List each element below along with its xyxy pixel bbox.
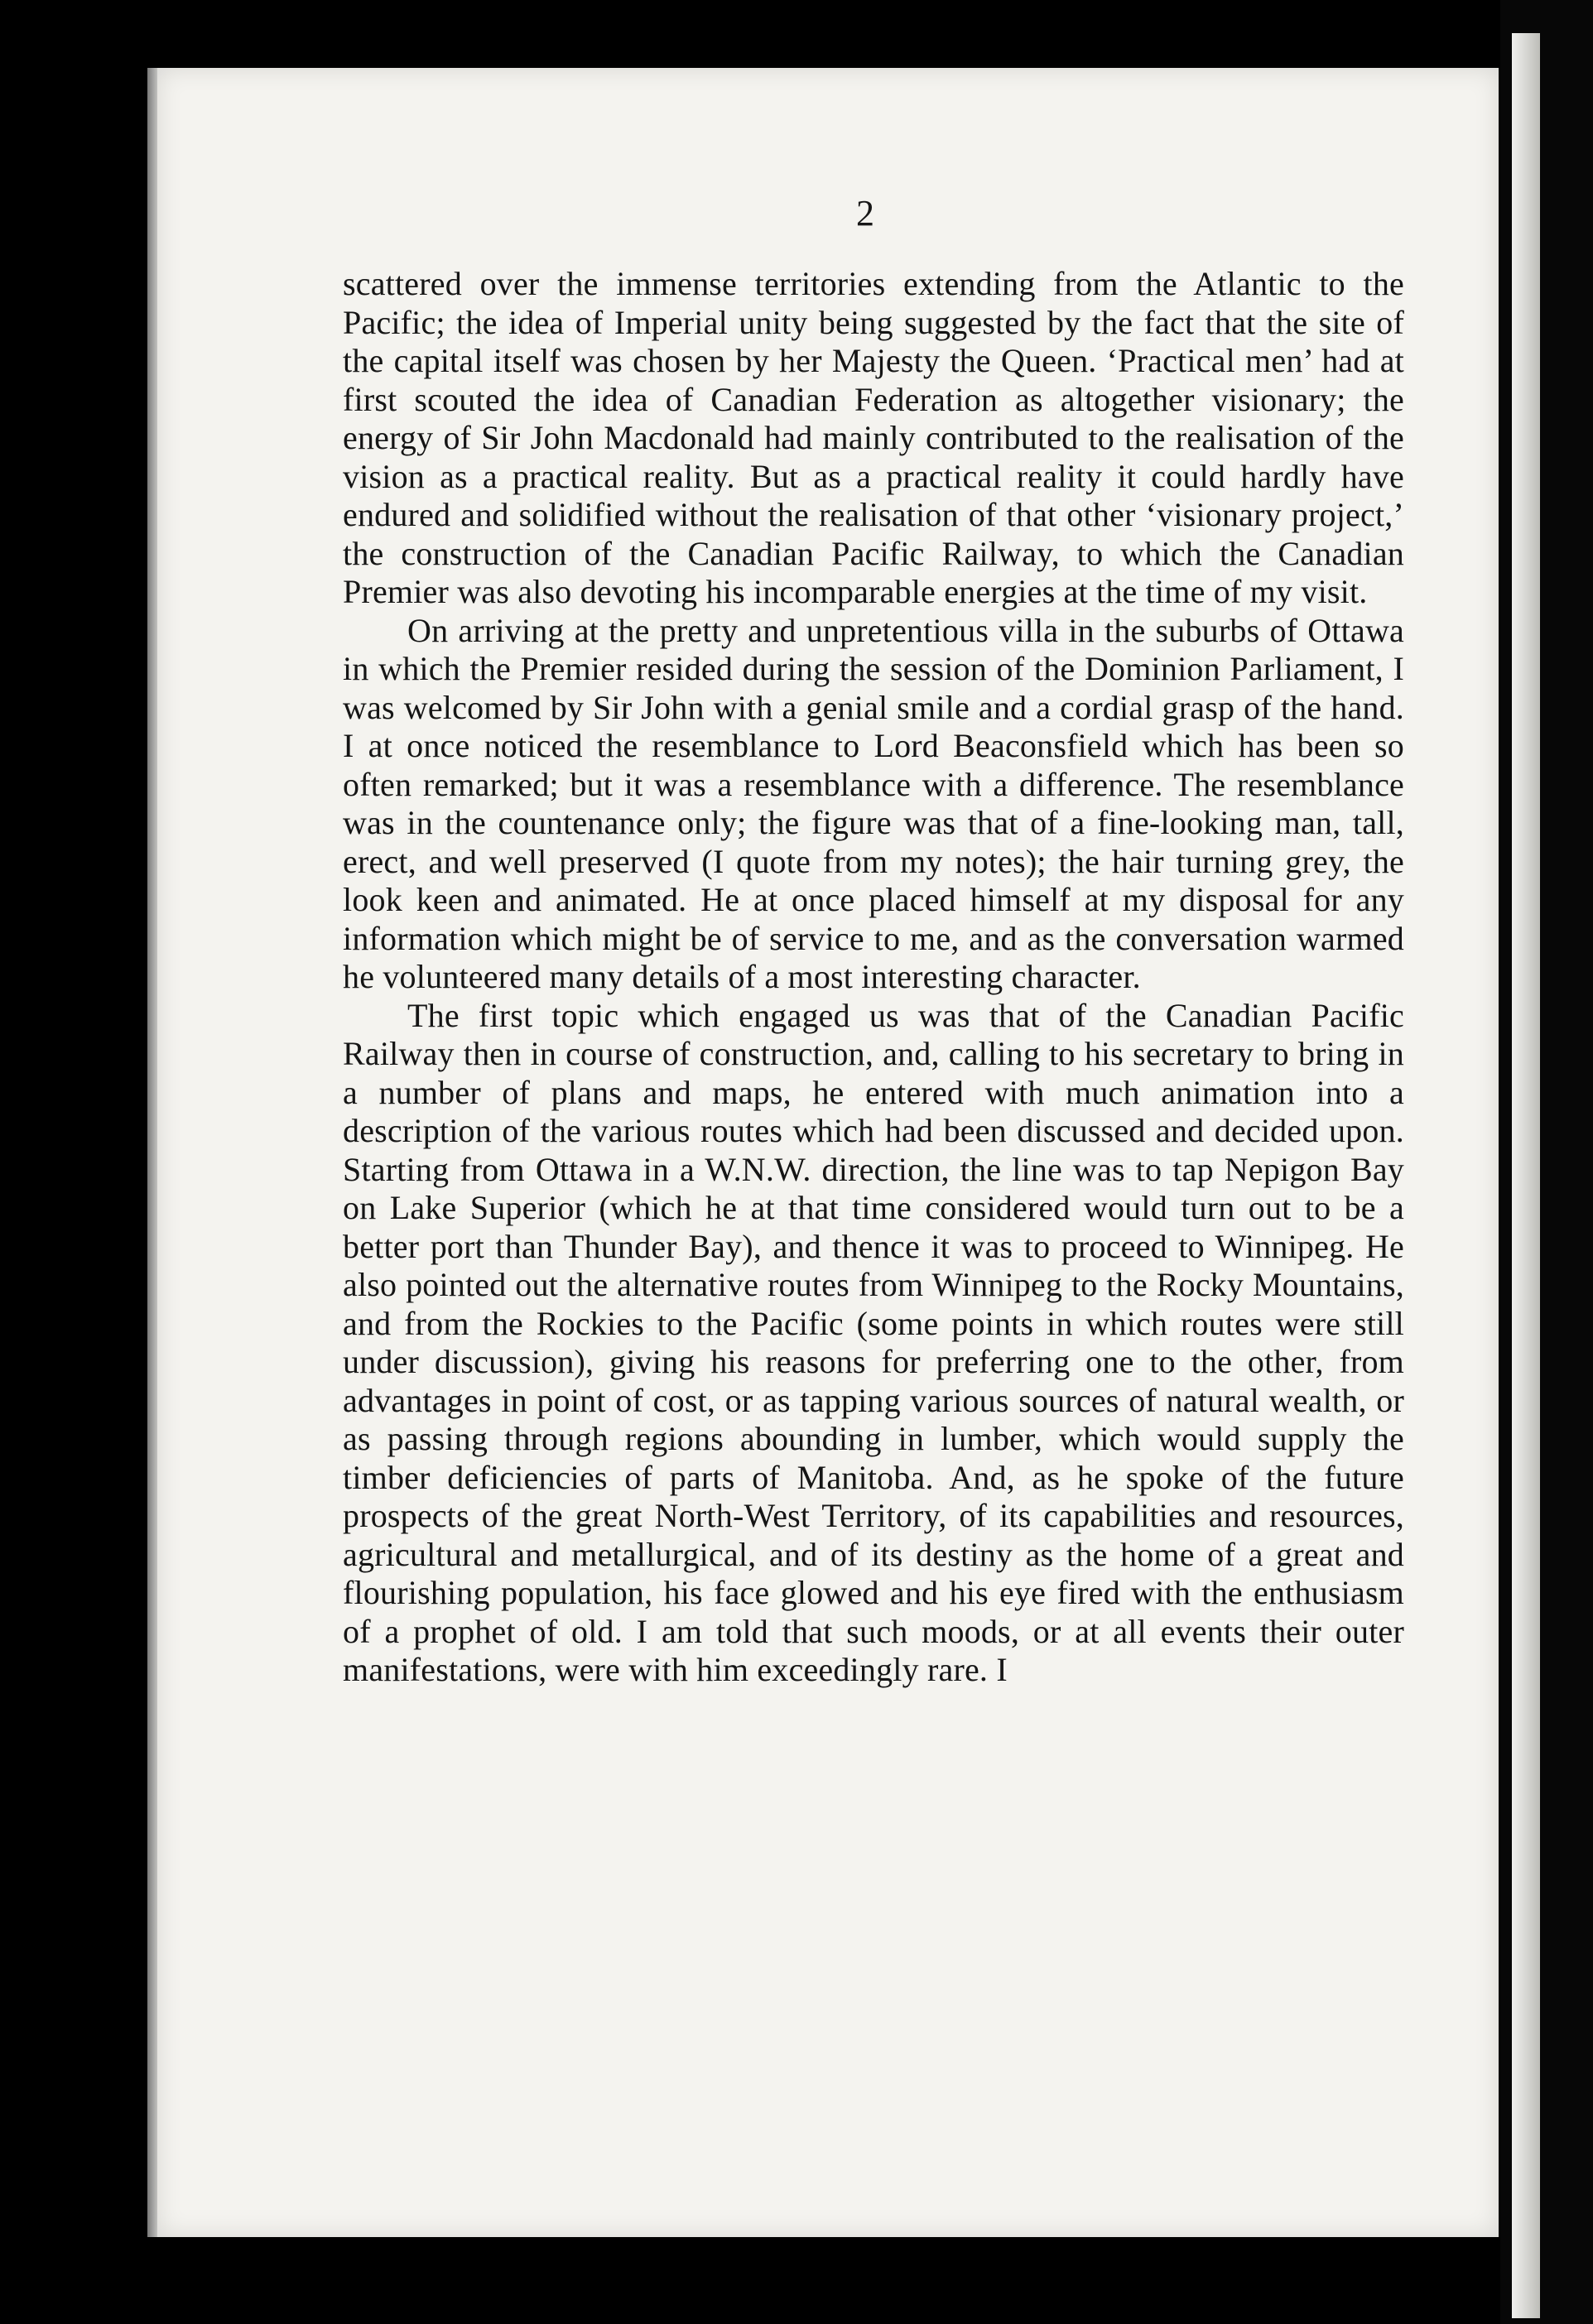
paragraph-3: The first topic which engaged us was that of the Canadian Pacific Railway then in course of construction, and, calling to his secretary to bring in a number of plans and maps, he entered with much animation into a description of the various routes which had been discussed and decided upon. Starting from Ottawa in a W.N.W. direction, the line was to tap Nepigon Bay on Lake Superior (which he at that time considered would turn out to be a better port than Thunder Bay), and thence it was to proceed to Winnipeg. He also pointed out the alternative routes from Winnipeg to the Rocky Mountains, and from the Rockies to the Pacific (some points in which routes were still under discussion), giving his reasons for preferring one to the other, from advantages in point of cost, or as tapping various sources of natural wealth, or as passing through regions abounding in lumber, which would supply the timber deficiencies of parts of Manitoba. And, as he spoke of the future prospects of the great North-West Territory, of its capabilities and resources, agricultural and metallurgical, and of its destiny as the home of a great and flourishing population, his face glowed and his eye fired with the enthusiasm of a prophet of old. I am told that such moods, or at all events their outer manifestations, were with him exceedingly rare. I (343, 996, 1404, 1688)
paragraph-1: scattered over the immense territories extending from the Atlantic to the Pacific; the idea of Imperial unity being suggested by the fact that the site of the capital itself was chosen by her Majesty the Queen. ‘Practical men’ had at first scouted the idea of Canadian Federation as altogether visionary; the energy of Sir John Macdonald had mainly contributed to the realisation of the vision as a practical reality. But as a practical reality it could hardly have endured and solidified without the realisation of that other ‘visionary project,’ the construction of the Canadian Pacific Railway, to which the Canadian Premier was also devoting his incomparable energies at the time of my visit. (343, 265, 1404, 610)
facing-page-edge (1512, 33, 1540, 2318)
page-number: 2 (856, 193, 874, 233)
body-text (343, 265, 1404, 1690)
paragraph-2: On arriving at the pretty and unpretentious villa in the suburbs of Ottawa in which the Premier resided during the session of the Dominion Parliament, I was welcomed by Sir John with a genial smile and a cordial grasp of the hand. I at once noticed the resemblance to Lord Beaconsfield which has been so often remarked; but it was a resemblance with a difference. The resemblance was in the countenance only; the figure was that of a fine-looking man, tall, erect, and well preserved (I quote from my notes); the hair turning grey, the look keen and animated. He at once placed himself at my disposal for any information which might be of service to me, and as the conversation warmed he volunteered many details of a most interesting character. (343, 611, 1404, 995)
